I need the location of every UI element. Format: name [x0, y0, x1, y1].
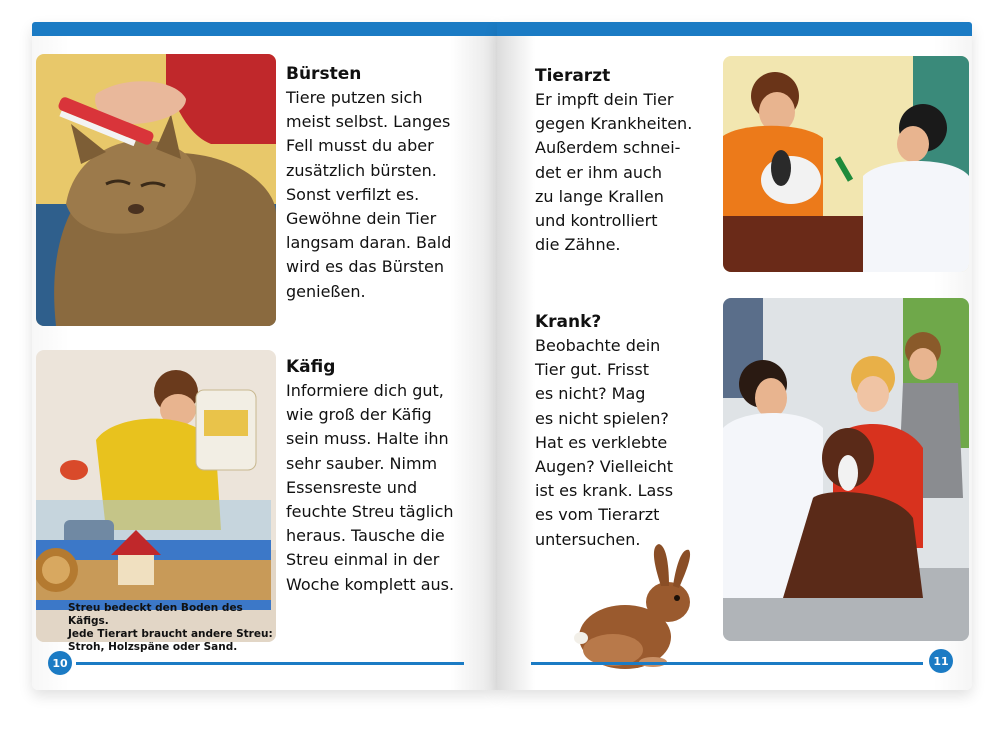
top-accent-bar	[32, 22, 497, 36]
section-heading: Bürsten	[286, 64, 362, 84]
cat-being-brushed-illustration	[36, 54, 276, 326]
section-body: Tiere putzen sich meist selbst. Langes Fell musst du aber zusätzlich bürsten. Sonst verfilzt es. Gewöhne dein Tier langsam daran. Bald wird es das Bürsten genießen.	[286, 88, 452, 301]
section-vet	[535, 64, 720, 257]
footer-line	[76, 662, 464, 665]
section-brushing	[286, 62, 491, 304]
right-page	[497, 22, 972, 690]
brown-rabbit-illustration	[573, 542, 713, 672]
page-number: 10	[48, 651, 72, 675]
section-heading: Käfig	[286, 357, 336, 377]
image-caption: Streu bedeckt den Boden des Käfigs. Jede Tierart braucht andere Streu: Stroh, Holzspäne oder Sand.	[68, 602, 273, 653]
child-cleaning-cage-illustration	[36, 350, 276, 642]
section-sick	[535, 310, 725, 552]
section-heading: Tierarzt	[535, 66, 611, 86]
left-page	[32, 22, 497, 690]
vet-examining-rabbit-illustration	[723, 56, 969, 272]
top-accent-bar	[497, 22, 972, 36]
section-body: Informiere dich gut, wie groß der Käfig sein muss. Halte ihn sehr sauber. Nimm Essensreste und feuchte Streu täglich heraus. Tausche die Streu einmal in der Woche komplett aus.	[286, 381, 455, 594]
footer-line	[531, 662, 923, 665]
section-cage	[286, 355, 496, 597]
page-number: 11	[929, 649, 953, 673]
vet-examining-dog-illustration	[723, 298, 969, 641]
section-body: Er impft dein Tier gegen Krankheiten. Außerdem schnei- det er ihm auch zu lange Krallen und kontrolliert die Zähne.	[535, 90, 693, 255]
section-heading: Krank?	[535, 312, 602, 332]
section-body: Beobachte dein Tier gut. Frisst es nicht? Mag es nicht spielen? Hat es verklebte Augen? Vielleicht ist es krank. Lass es vom Tierarzt untersuchen.	[535, 336, 674, 549]
